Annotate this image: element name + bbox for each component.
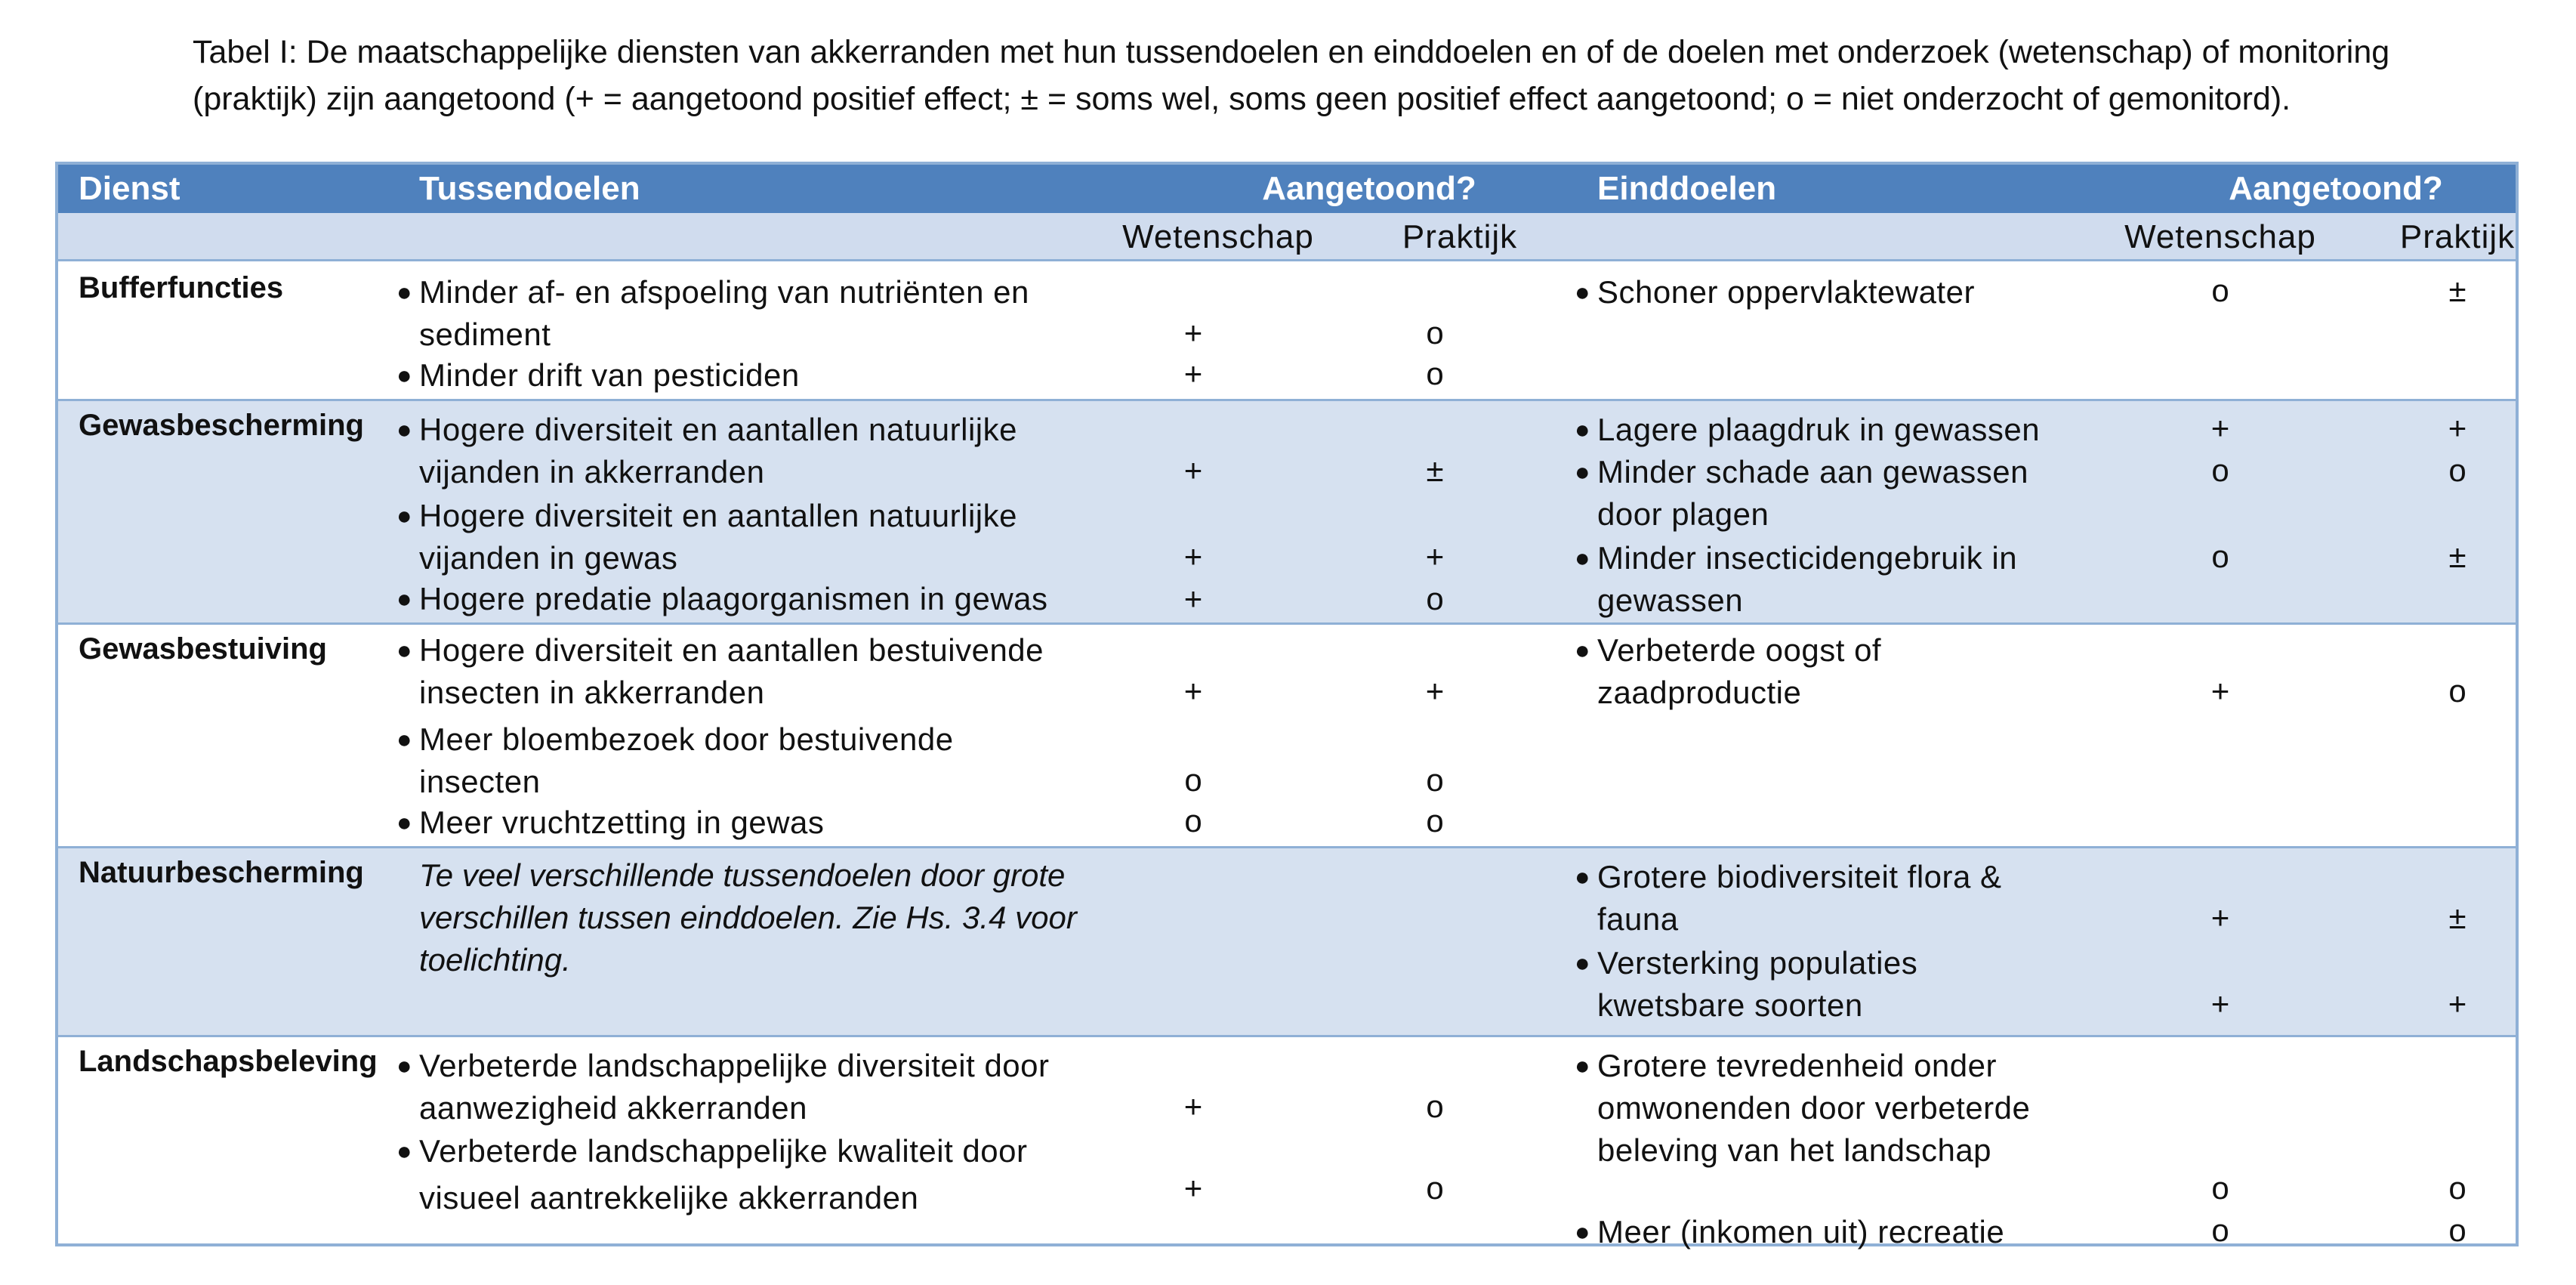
praktijk-mark: o (2448, 1170, 2466, 1206)
bullet-icon: ● (1575, 636, 1591, 665)
table-caption: Tabel I: De maatschappelijke diensten van akkerranden met hun tussendoelen en einddoelen en of de doelen met onderzoek (wetenschap) of monitoring (praktijk) zijn aangetoond (+ = aangetoond positief effect; ± = soms wel, soms geen positief effect aangetoond; o = niet onderzocht of gemonitord). (193, 34, 2390, 117)
bullet-icon: ● (396, 502, 413, 530)
wetenschap-mark: + (2210, 900, 2230, 935)
wetenschap-mark: + (1183, 453, 1203, 488)
dienst-label: Gewasbestuiving (79, 632, 327, 666)
subheader-praktijk-1: Praktijk (1402, 218, 1518, 255)
einddoel-item: ● Versterking populaties kwetsbare soorten (1597, 942, 2050, 1027)
einddoel-item: ● Verbeterde oogst of zaadproductie (1597, 629, 1990, 714)
bullet-icon: ● (396, 278, 413, 307)
praktijk-mark: + (2448, 410, 2467, 446)
wetenschap-mark: o (2211, 1170, 2229, 1206)
tussendoel-item: ● Hogere diversiteit en aantallen bestuivende insecten in akkerranden (419, 629, 1099, 714)
praktijk-mark: o (1426, 315, 1444, 351)
praktijk-mark: ± (2448, 539, 2466, 574)
wetenschap-mark: + (1183, 1170, 1203, 1206)
tussendoel-item: ● Hogere diversiteit en aantallen natuurlijke vijanden in akkerranden (419, 409, 1099, 493)
bullet-icon: ● (396, 415, 413, 444)
wetenschap-mark: + (1183, 315, 1203, 351)
table-row-gewasbestuiving (58, 625, 2516, 848)
tussendoel-item: ● Verbeterde landschappelijke kwaliteit door visueel aantrekkelijke akkerranden (419, 1128, 1114, 1222)
header-einddoelen: Einddoelen (1597, 170, 1777, 207)
wetenschap-mark: o (2211, 273, 2229, 308)
praktijk-mark: + (2448, 986, 2467, 1021)
einddoel-item: ● Lagere plaagdruk in gewassen (1597, 409, 2081, 451)
wetenschap-mark: + (1183, 1089, 1203, 1124)
bullet-icon: ● (396, 361, 413, 390)
bullet-icon: ● (1575, 863, 1591, 891)
tussendoel-item: ● Hogere diversiteit en aantallen natuurlijke vijanden in gewas (419, 495, 1099, 579)
einddoel-item: ● Minder insecticidengebruik in gewassen (1597, 537, 2050, 622)
subheader-wetenschap-2: Wetenschap (2124, 218, 2316, 255)
table-row-landschapsbeleving (58, 1037, 2516, 1249)
bullet-icon: ● (1575, 278, 1591, 307)
praktijk-mark: o (1426, 762, 1444, 798)
einddoel-item: ● Minder schade aan gewassen door plagen (1597, 451, 2050, 536)
table-subheader-row (58, 213, 2516, 261)
header-tussendoelen: Tussendoelen (419, 170, 640, 207)
dienst-label: Landschapsbeleving (79, 1045, 378, 1078)
bullet-icon: ● (396, 636, 413, 665)
tussendoel-item: ● Hogere predatie plaagorganismen in gewas (419, 578, 1144, 620)
header-aangetoond-einddoelen: Aangetoond? (2229, 170, 2443, 207)
bullet-icon: ● (396, 1052, 413, 1080)
wetenschap-mark: + (2210, 986, 2230, 1021)
wetenschap-mark: + (1183, 539, 1203, 574)
wetenschap-mark: + (2210, 673, 2230, 709)
header-aangetoond-tussendoelen: Aangetoond? (1262, 170, 1476, 207)
dienst-label: Gewasbescherming (79, 409, 364, 442)
einddoel-item: ● Meer (inkomen uit) recreatie (1597, 1211, 2081, 1253)
table-row-natuurbescherming (58, 848, 2516, 1037)
wetenschap-mark: + (1183, 673, 1203, 709)
wetenschap-mark: o (1184, 762, 1202, 798)
tussendoel-item: ● Meer vruchtzetting in gewas (419, 802, 1099, 844)
einddoel-item: ● Grotere biodiversiteit flora & fauna (1597, 856, 2081, 941)
praktijk-mark: o (1426, 581, 1444, 616)
tussendoel-item: ● Verbeterde landschappelijke diversiteit door aanwezigheid akkerranden (419, 1045, 1084, 1129)
dienst-label: Bufferfuncties (79, 271, 284, 304)
wetenschap-mark: + (1183, 581, 1203, 616)
bullet-icon: ● (1575, 1052, 1591, 1080)
tussendoel-item: ● Minder drift van pesticiden (419, 354, 1144, 397)
services-table (55, 162, 2519, 1249)
subheader-praktijk-2: Praktijk (2399, 218, 2516, 255)
einddoel-item: ● Schoner oppervlaktewater (1597, 271, 2081, 314)
wetenschap-mark: o (2211, 453, 2229, 488)
praktijk-mark: o (1426, 1089, 1444, 1124)
header-dienst: Dienst (79, 170, 180, 207)
subheader-wetenschap-1: Wetenschap (1122, 218, 1314, 255)
bullet-icon: ● (1575, 949, 1591, 978)
tussendoel-item: ● Meer bloembezoek door bestuivende insecten (419, 718, 993, 803)
bullet-icon: ● (1575, 544, 1591, 573)
wetenschap-mark: + (2210, 410, 2230, 446)
praktijk-mark: o (1426, 356, 1444, 391)
wetenschap-mark: o (2211, 539, 2229, 574)
einddoel-item: ● Grotere tevredenheid onder omwonenden door verbeterde beleving van het landschap (1597, 1045, 2050, 1172)
praktijk-mark: o (2448, 453, 2466, 488)
table-row-gewasbescherming (58, 401, 2516, 625)
bullet-icon: ● (396, 1137, 413, 1166)
tussendoelen-note: Te veel verschillende tussendoelen door grote verschillen tussen einddoelen. Zie Hs. 3.4 voor toelichting. (419, 857, 1077, 978)
praktijk-mark: o (2448, 673, 2466, 709)
bullet-icon: ● (396, 585, 413, 613)
praktijk-mark: ± (1426, 453, 1444, 488)
tussendoel-item: ● Minder af- en afspoeling van nutriënten en sediment (419, 271, 1144, 356)
wetenschap-mark: + (1183, 356, 1203, 391)
praktijk-mark: o (1426, 803, 1444, 839)
bullet-icon: ● (1575, 415, 1591, 444)
wetenschap-mark: o (1184, 803, 1202, 839)
bullet-icon: ● (1575, 458, 1591, 487)
praktijk-mark: + (1425, 539, 1445, 574)
dienst-label: Natuurbescherming (79, 856, 364, 889)
praktijk-mark: ± (2448, 273, 2466, 308)
bullet-icon: ● (396, 808, 413, 837)
praktijk-mark: o (1426, 1170, 1444, 1206)
bullet-icon: ● (396, 725, 413, 754)
bullet-icon: ● (1575, 1218, 1591, 1246)
praktijk-mark: + (1425, 673, 1445, 709)
praktijk-mark: ± (2448, 900, 2466, 935)
table-row-bufferfuncties (58, 264, 2516, 401)
praktijk-mark: o (2448, 1212, 2466, 1248)
table-header-row (58, 165, 2516, 213)
wetenschap-mark: o (2211, 1212, 2229, 1248)
